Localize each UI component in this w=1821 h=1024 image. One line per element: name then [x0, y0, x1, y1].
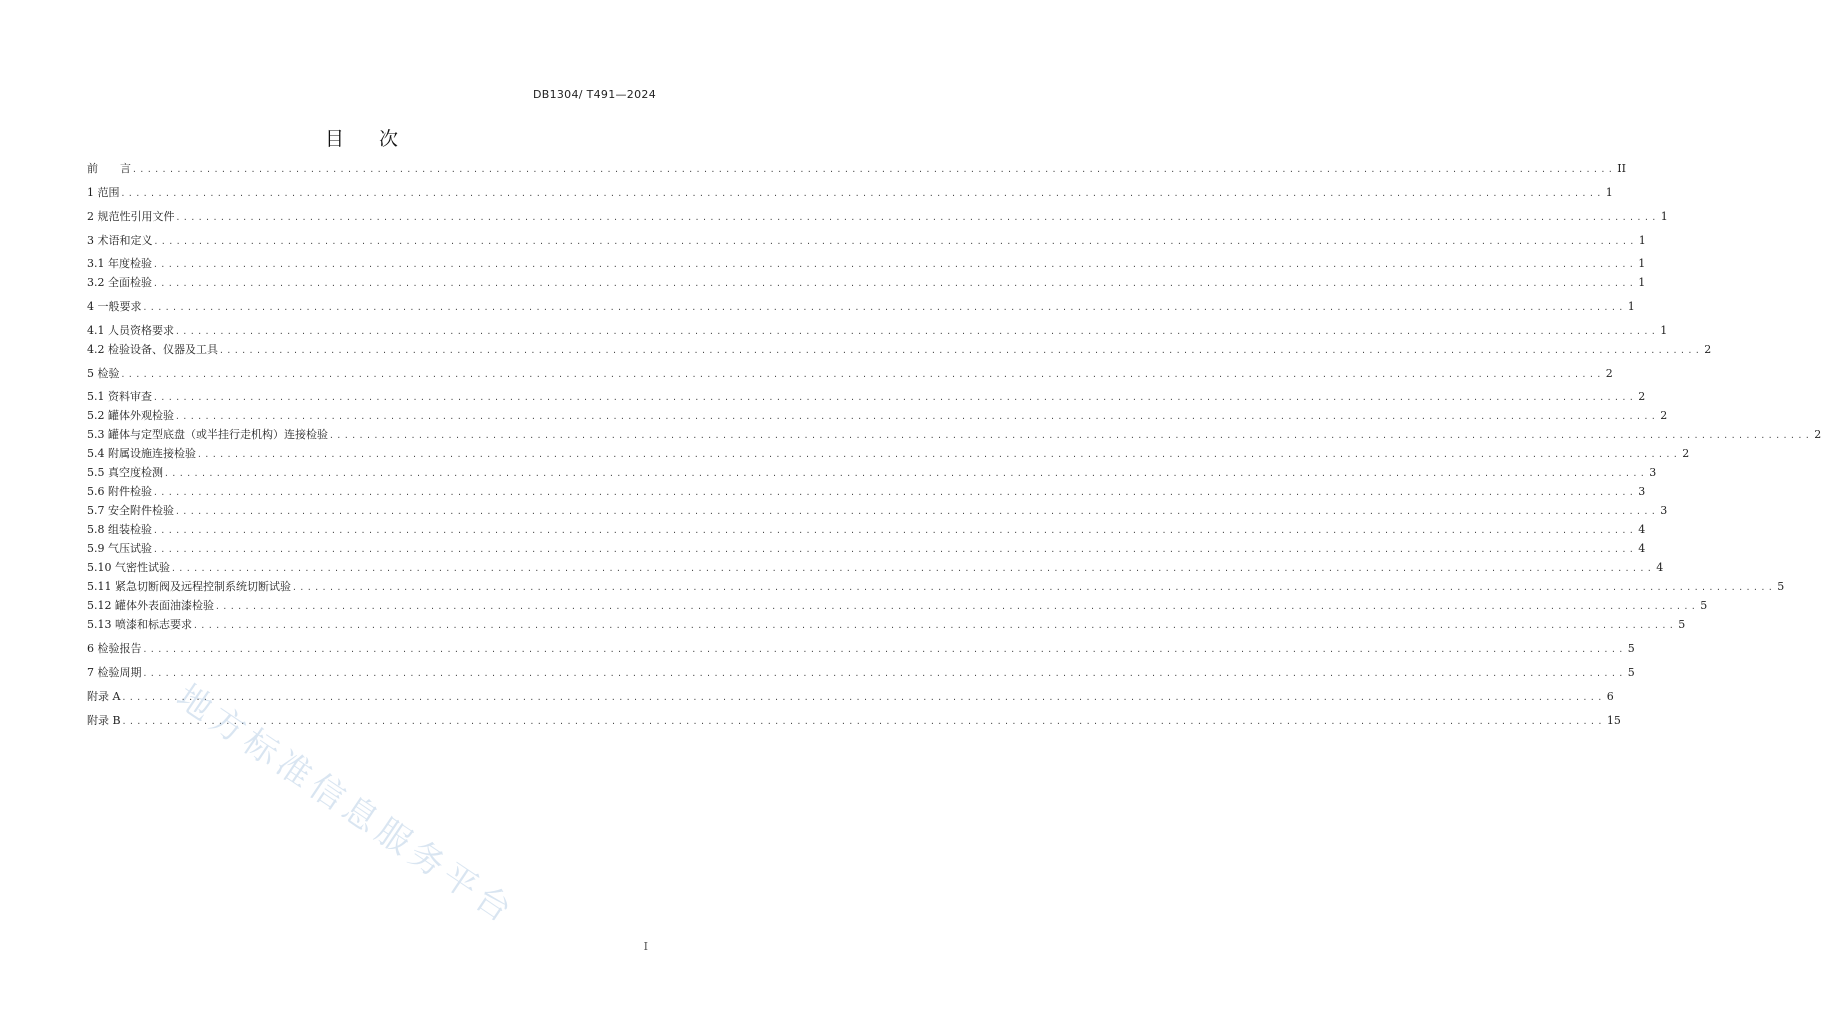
toc-entry[interactable]: [87, 426, 1821, 442]
toc-entry[interactable]: [87, 664, 1635, 680]
toc-entry-page: 2: [1605, 367, 1613, 380]
toc-leader-dots: ........................................................................................................................................................................................................: [197, 450, 1681, 459]
toc-entry-page: 3: [1660, 504, 1668, 517]
toc-entry-label: 附录 A: [87, 690, 121, 703]
toc-entry-label: 3.2 全面检验: [87, 276, 152, 289]
toc-entry-page: 2: [1638, 390, 1646, 403]
toc-leader-dots: ........................................................................................................................................................................................................: [175, 412, 1659, 421]
toc-entry-label: 7 检验周期: [87, 666, 142, 679]
toc-entry-label: 5.4 附属设施连接检验: [87, 447, 196, 460]
toc-entry-label: 附录 B: [87, 714, 121, 727]
toc-entry[interactable]: [87, 616, 1686, 632]
watermark-text: 地方标准信息服务平台: [169, 676, 524, 934]
toc-entry-label: 4 一般要求: [87, 300, 142, 313]
toc-leader-dots: ........................................................................................................................................................................................................: [132, 165, 1616, 174]
toc-entry[interactable]: [87, 521, 1646, 537]
toc-leader-dots: ........................................................................................................................................................................................................: [164, 469, 1648, 478]
toc-entry-page: 4: [1656, 561, 1664, 574]
toc-entry[interactable]: [87, 640, 1635, 656]
toc-entry-label: 5.8 组装检验: [87, 523, 152, 536]
toc-entry-label: 5.9 气压试验: [87, 542, 152, 555]
toc-entry[interactable]: [87, 388, 1646, 404]
toc-leader-dots: ........................................................................................................................................................................................................: [142, 669, 1626, 678]
toc-entry[interactable]: [87, 559, 1664, 575]
toc-leader-dots: ........................................................................................................................................................................................................: [219, 346, 1703, 355]
toc-leader-dots: ........................................................................................................................................................................................................: [193, 621, 1677, 630]
toc-entry-page: 1: [1605, 186, 1613, 199]
toc-entry[interactable]: [87, 274, 1646, 290]
toc-entry-label: 5.6 附件检验: [87, 485, 152, 498]
toc-leader-dots: ........................................................................................................................................................................................................: [171, 564, 1655, 573]
toc-entry-label: 5.10 气密性试验: [87, 561, 170, 574]
toc-entry-page: 5: [1627, 642, 1635, 655]
toc-entry[interactable]: [87, 298, 1635, 314]
toc-entry-page: 1: [1638, 234, 1646, 247]
toc-entry[interactable]: [87, 365, 1613, 381]
toc-entry[interactable]: [87, 578, 1785, 594]
toc-entry-page: 1: [1660, 324, 1668, 337]
toc-leader-dots: ........................................................................................................................................................................................................: [121, 717, 1605, 726]
toc-leader-dots: ........................................................................................................................................................................................................: [153, 488, 1637, 497]
document-code: DB1304/ T491—2024: [532, 88, 656, 101]
toc-entry-page: 1: [1627, 300, 1635, 313]
toc-entry[interactable]: [87, 160, 1626, 176]
toc-leader-dots: ........................................................................................................................................................................................................: [153, 260, 1637, 269]
toc-leader-dots: ........................................................................................................................................................................................................: [292, 583, 1776, 592]
toc-entry-label: 5.1 资料审查: [87, 390, 152, 403]
toc-entry[interactable]: [87, 483, 1646, 499]
toc-entry-page: 5: [1777, 580, 1785, 593]
toc-entry[interactable]: [87, 341, 1712, 357]
toc-title-part1: 目: [324, 128, 345, 150]
toc-entry-label: 5 检验: [87, 367, 120, 380]
toc-entry-label: 2 规范性引用文件: [87, 210, 175, 223]
toc-leader-dots: ........................................................................................................................................................................................................: [329, 431, 1813, 440]
toc-leader-dots: ........................................................................................................................................................................................................: [153, 237, 1637, 246]
toc-entry-page: 2: [1704, 343, 1712, 356]
toc-entry[interactable]: [87, 464, 1657, 480]
toc-entry[interactable]: [87, 184, 1613, 200]
toc-entry-page: 2: [1682, 447, 1690, 460]
toc-entry[interactable]: [87, 712, 1621, 728]
toc-entry-label: 3.1 年度检验: [87, 257, 152, 270]
toc-entry[interactable]: [87, 597, 1708, 613]
toc-leader-dots: ........................................................................................................................................................................................................: [153, 393, 1637, 402]
toc-entry-label: 4.1 人员资格要求: [87, 324, 174, 337]
toc-entry-page: 4: [1638, 523, 1646, 536]
toc-entry-page: 2: [1814, 428, 1821, 441]
toc-leader-dots: ........................................................................................................................................................................................................: [120, 189, 1604, 198]
toc-entry-label: 6 检验报告: [87, 642, 142, 655]
toc-leader-dots: ........................................................................................................................................................................................................: [121, 693, 1605, 702]
toc-entry[interactable]: [87, 688, 1614, 704]
toc-entry[interactable]: [87, 208, 1668, 224]
toc-entry-label: 5.2 罐体外观检验: [87, 409, 174, 422]
toc-leader-dots: ........................................................................................................................................................................................................: [153, 545, 1637, 554]
toc-entry-page: 1: [1638, 257, 1646, 270]
toc-entry-label: 5.5 真空度检测: [87, 466, 163, 479]
toc-entry-label: 4.2 检验设备、仪器及工具: [87, 343, 218, 356]
page-number: I: [643, 940, 648, 953]
toc-leader-dots: ........................................................................................................................................................................................................: [215, 602, 1699, 611]
toc-entry[interactable]: [87, 322, 1668, 338]
toc-entry[interactable]: [87, 502, 1668, 518]
toc-leader-dots: ........................................................................................................................................................................................................: [175, 327, 1659, 336]
toc-leader-dots: ........................................................................................................................................................................................................: [153, 526, 1637, 535]
toc-entry[interactable]: [87, 232, 1646, 248]
toc-entry-label: 5.7 安全附件检验: [87, 504, 174, 517]
toc-entry-page: 3: [1638, 485, 1646, 498]
toc-entry-label: 5.13 喷漆和标志要求: [87, 618, 192, 631]
toc-entry[interactable]: [87, 445, 1690, 461]
toc-entry-label: 5.3 罐体与定型底盘（或半挂行走机构）连接检验: [87, 428, 328, 441]
toc-leader-dots: ........................................................................................................................................................................................................: [175, 213, 1659, 222]
toc-entry-page: 4: [1638, 542, 1646, 555]
toc-leader-dots: ........................................................................................................................................................................................................: [153, 279, 1637, 288]
toc-entry-page: 1: [1660, 210, 1668, 223]
toc-entry-page: 3: [1649, 466, 1657, 479]
toc-entry[interactable]: [87, 540, 1646, 556]
toc-entry-page: 5: [1678, 618, 1686, 631]
toc-entry-page: 6: [1606, 690, 1614, 703]
toc-entry-page: 2: [1660, 409, 1668, 422]
toc-leader-dots: ........................................................................................................................................................................................................: [175, 507, 1659, 516]
toc-entry-label: 5.11 紧急切断阀及远程控制系统切断试验: [87, 580, 291, 593]
toc-entry-label: 3 术语和定义: [87, 234, 153, 247]
toc-leader-dots: ........................................................................................................................................................................................................: [120, 370, 1604, 379]
toc-title-part2: 次: [379, 128, 400, 150]
toc-entry-page: II: [1617, 162, 1626, 175]
toc-entry[interactable]: [87, 407, 1668, 423]
toc-entry-label: 5.12 罐体外表面油漆检验: [87, 599, 214, 612]
toc-entry-page: 5: [1627, 666, 1635, 679]
toc-entry-page: 15: [1606, 714, 1621, 727]
toc-leader-dots: ........................................................................................................................................................................................................: [142, 645, 1626, 654]
toc-entry-page: 5: [1700, 599, 1708, 612]
toc-entry-page: 1: [1638, 276, 1646, 289]
toc-leader-dots: ........................................................................................................................................................................................................: [142, 303, 1626, 312]
toc-entry-label: 前 言: [87, 162, 131, 175]
toc-entry-label: 1 范围: [87, 186, 120, 199]
toc-entry[interactable]: [87, 255, 1646, 271]
toc-title: [0, 124, 724, 151]
